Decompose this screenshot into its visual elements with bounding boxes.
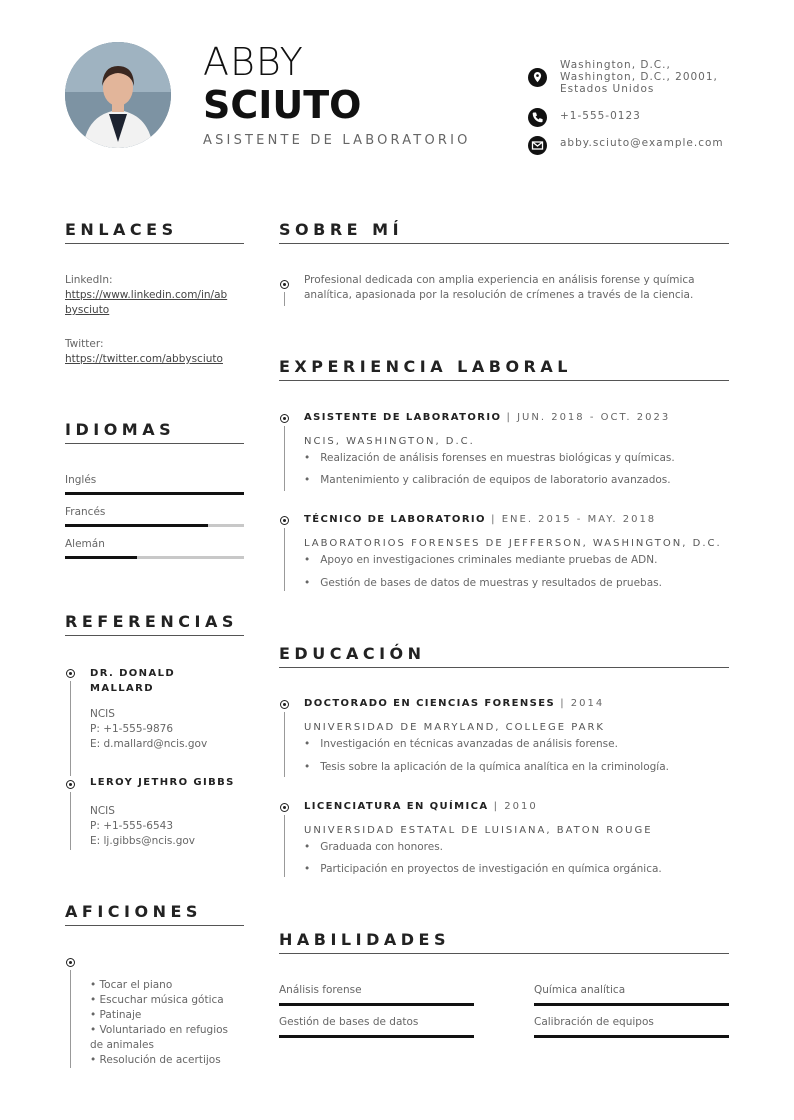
reference-name-line: MALLARD (90, 683, 154, 694)
skill-bar (279, 1003, 474, 1006)
job-org: NCIS, WASHINGTON, D.C. (304, 436, 475, 447)
hobby-item: de animales (90, 1039, 154, 1051)
list-item: • Tesis sobre la aplicación de la química analítica en la criminología. (304, 761, 669, 773)
job-title: TÉCNICO DE LABORATORIO (304, 514, 486, 525)
bullet-text: Investigación en técnicas avanzadas de análisis forense. (320, 738, 618, 750)
timeline-dot (66, 669, 75, 678)
twitter-block (65, 337, 223, 367)
bullet-text: Mantenimiento y calibración de equipos de laboratorio avanzados. (320, 474, 671, 486)
job-heading (304, 412, 670, 423)
divider (65, 925, 244, 926)
timeline-dot (66, 958, 75, 967)
language-level (65, 524, 208, 527)
reference-email: E: d.mallard@ncis.gov (90, 738, 208, 750)
language-bar (65, 524, 244, 527)
first-name: ABBY (203, 40, 304, 84)
reference-details (90, 707, 207, 752)
twitter-label: Twitter: (65, 338, 104, 350)
reference-org: NCIS (90, 708, 115, 720)
list-item: • Realización de análisis forenses en muestras biológicas y químicas. (304, 452, 675, 464)
address-line: Estados Unidos (560, 83, 655, 95)
links-title: ENLACES (65, 220, 178, 239)
linkedin-label: LinkedIn: (65, 274, 113, 286)
list-item: • Graduada con honores. (304, 841, 443, 853)
email-link[interactable]: abby.sciuto@example.com (560, 137, 724, 149)
language-name: Inglés (65, 474, 97, 486)
phone-text: +1-555-0123 (560, 110, 641, 122)
bullet-text: Apoyo en investigaciones criminales mediante pruebas de ADN. (320, 554, 658, 566)
degree-org: UNIVERSIDAD DE MARYLAND, COLLEGE PARK (304, 722, 605, 733)
about-line: analítica, apasionada por la resolución de crímenes a través de la ciencia. (304, 289, 694, 301)
last-name: SCIUTO (203, 83, 362, 127)
linkedin-link[interactable]: https://www.linkedin.com/in/ab (65, 289, 228, 301)
job-title: ASISTENTE DE LABORATORIO (304, 412, 502, 423)
skill-name: Calibración de equipos (534, 1016, 654, 1028)
degree-title: LICENCIATURA EN QUÍMICA (304, 801, 489, 812)
degree-org: UNIVERSIDAD ESTATAL DE LUISIANA, BATON ROUGE (304, 825, 653, 836)
timeline-line (284, 528, 285, 591)
hobbies-list (90, 978, 228, 1068)
timeline-line (284, 712, 285, 777)
reference-email: E: lj.gibbs@ncis.gov (90, 835, 196, 847)
timeline-line (284, 426, 285, 491)
twitter-link[interactable]: https://twitter.com/abbysciuto (65, 353, 223, 365)
list-item: • Investigación en técnicas avanzadas de análisis forense. (304, 738, 618, 750)
degree-dates: | 2014 (555, 698, 605, 709)
language-bar (65, 492, 244, 495)
list-item: • Gestión de bases de datos de muestras y resultados de pruebas. (304, 577, 662, 589)
skill-name: Análisis forense (279, 984, 362, 996)
timeline-line (284, 815, 285, 877)
location-pin-icon (528, 68, 547, 87)
timeline-line (70, 792, 71, 850)
divider (279, 953, 729, 954)
reference-phone: P: +1-555-6543 (90, 820, 174, 832)
language-bar (65, 556, 244, 559)
timeline-dot (280, 280, 289, 289)
language-level (65, 556, 137, 559)
hobby-item: • Tocar el piano (90, 979, 173, 991)
divider (279, 243, 729, 244)
envelope-icon (528, 136, 547, 155)
about-title: SOBRE MÍ (279, 220, 404, 239)
divider (279, 380, 729, 381)
reference-phone: P: +1-555-9876 (90, 723, 174, 735)
hobby-item: • Resolución de acertijos (90, 1054, 221, 1066)
linkedin-link[interactable]: bysciuto (65, 304, 110, 316)
about-line: Profesional dedicada con amplia experiencia en análisis forense y química (304, 274, 695, 286)
education-title: EDUCACIÓN (279, 644, 426, 663)
linkedin-block (65, 273, 227, 318)
timeline-dot (280, 414, 289, 423)
degree-dates: | 2010 (488, 801, 538, 812)
reference-details (90, 804, 195, 849)
divider (65, 635, 244, 636)
timeline-line (70, 681, 71, 776)
profile-photo (65, 42, 171, 148)
list-item: • Apoyo en investigaciones criminales mediante pruebas de ADN. (304, 554, 658, 566)
bullet-text: Gestión de bases de datos de muestras y resultados de pruebas. (320, 577, 662, 589)
timeline-dot (66, 780, 75, 789)
reference-name: LEROY JETHRO GIBBS (90, 777, 235, 788)
degree-heading (304, 698, 604, 709)
address (560, 59, 718, 95)
bullet-text: Realización de análisis forenses en muestras biológicas y químicas. (320, 452, 675, 464)
address-line: Washington, D.C., (560, 59, 671, 71)
about-text (304, 273, 695, 303)
skill-bar (534, 1003, 729, 1006)
address-line: Washington, D.C., 20001, (560, 71, 718, 83)
job-role: ASISTENTE DE LABORATORIO (203, 133, 471, 148)
degree-title: DOCTORADO EN CIENCIAS FORENSES (304, 698, 556, 709)
hobbies-title: AFICIONES (65, 902, 202, 921)
reference-name (90, 666, 175, 696)
list-item: • Mantenimiento y calibración de equipos de laboratorio avanzados. (304, 474, 671, 486)
skill-bar (279, 1035, 474, 1038)
hobby-item: • Patinaje (90, 1009, 142, 1021)
job-heading (304, 514, 656, 525)
language-level (65, 492, 244, 495)
language-name: Alemán (65, 538, 105, 550)
timeline-dot (280, 803, 289, 812)
experience-title: EXPERIENCIA LABORAL (279, 357, 572, 376)
job-dates: | JUN. 2018 - OCT. 2023 (501, 412, 671, 423)
timeline-line (284, 292, 285, 306)
divider (65, 443, 244, 444)
timeline-line (70, 970, 71, 1068)
references-title: REFERENCIAS (65, 612, 238, 631)
bullet-text: Tesis sobre la aplicación de la química analítica en la criminología. (320, 761, 669, 773)
timeline-dot (280, 516, 289, 525)
reference-name-line: DR. DONALD (90, 668, 176, 679)
bullet-text: Participación en proyectos de investigación en química orgánica. (320, 863, 662, 875)
timeline-dot (280, 700, 289, 709)
job-dates: | ENE. 2015 - MAY. 2018 (485, 514, 657, 525)
hobby-item: • Escuchar música gótica (90, 994, 224, 1006)
list-item: • Participación en proyectos de investigación en química orgánica. (304, 863, 662, 875)
bullet-text: Graduada con honores. (320, 841, 443, 853)
reference-org: NCIS (90, 805, 115, 817)
skills-title: HABILIDADES (279, 930, 450, 949)
skill-name: Gestión de bases de datos (279, 1016, 419, 1028)
hobby-item: • Voluntariado en refugios (90, 1024, 229, 1036)
degree-heading (304, 801, 538, 812)
divider (279, 667, 729, 668)
skill-bar (534, 1035, 729, 1038)
job-org: LABORATORIOS FORENSES DE JEFFERSON, WASHINGTON, D.C. (304, 538, 722, 549)
skill-name: Química analítica (534, 984, 626, 996)
languages-title: IDIOMAS (65, 420, 176, 439)
phone-icon (528, 108, 547, 127)
language-name: Francés (65, 506, 106, 518)
divider (65, 243, 244, 244)
